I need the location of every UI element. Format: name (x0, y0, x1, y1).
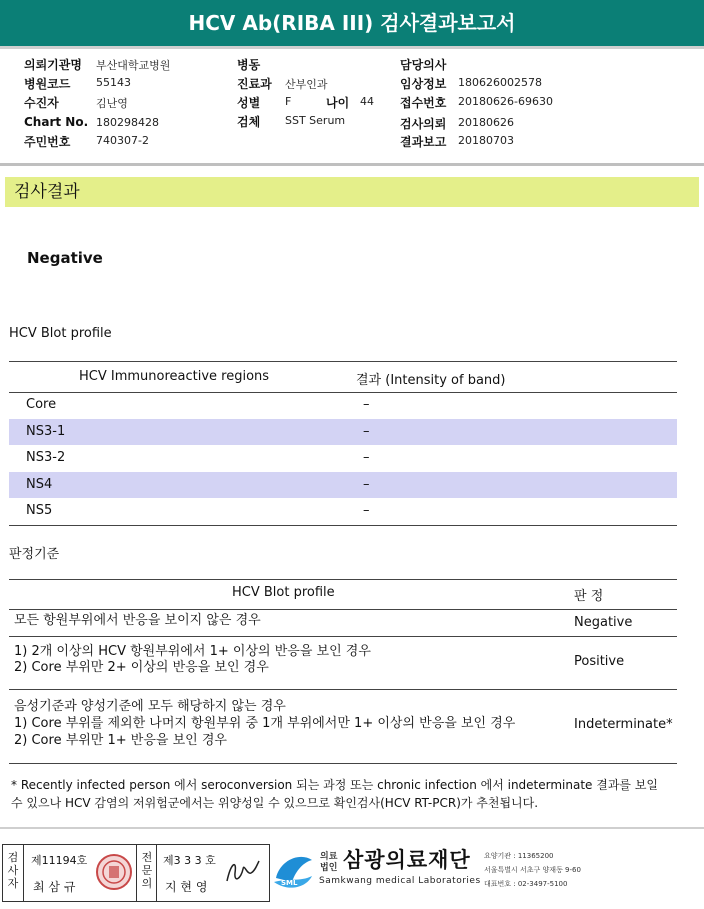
resident-label: 주민번호 (24, 135, 71, 149)
logo-prefix: 의료 (320, 852, 338, 862)
region-result: – (363, 397, 370, 412)
doctor-label: 담당의사 (400, 58, 447, 72)
sex-value: F (285, 95, 292, 108)
criteria-text: 1) Core 부위를 제외한 나머지 항원부위 중 1개 부위에서만 1+ 이상의 반응을 보인 경우 (14, 716, 516, 731)
lab-info-line: 요양기관 : 11365200 (484, 852, 554, 860)
resident-value: 740307-2 (96, 134, 149, 147)
logo-name: 삼광의료재단 (343, 848, 471, 872)
criteria-judgement: Positive (574, 654, 625, 669)
clinical-info-value: 180626002578 (458, 76, 542, 89)
col-header-region: HCV Immunoreactive regions (79, 369, 270, 384)
signature-box-divider (156, 845, 157, 901)
dept-value: 산부인과 (285, 78, 328, 91)
specialist-license: 제3 3 3 호 (163, 854, 216, 867)
patient-value: 김난영 (96, 97, 128, 110)
region-name: NS3-1 (26, 424, 66, 439)
section-header-bar (5, 177, 699, 207)
criteria-top-rule (9, 579, 677, 580)
criteria-row-rule (9, 636, 677, 637)
criteria-judgement: Negative (574, 615, 633, 630)
criteria-col-judgement: 판 정 (574, 589, 604, 604)
signature-box-divider (23, 845, 24, 901)
chart-label: Chart No. (24, 115, 89, 129)
institution-label: 의뢰기관명 (24, 58, 82, 72)
region-result: – (363, 477, 370, 492)
region-result: – (363, 450, 370, 465)
lab-info-line: 대표번호 : 02-3497-5100 (484, 880, 568, 888)
footer-divider (0, 827, 704, 829)
blot-profile-title: HCV Blot profile (9, 326, 112, 341)
criteria-header-rule (9, 609, 677, 610)
section-title: 검사결과 (14, 182, 80, 202)
signature-box (2, 844, 270, 902)
region-name: NS4 (26, 477, 53, 492)
specialist-signature-icon (221, 853, 263, 891)
info-divider (0, 163, 704, 166)
footnote (11, 776, 681, 812)
hospital-code-label: 병원코드 (24, 77, 71, 91)
criteria-col-profile: HCV Blot profile (232, 585, 335, 600)
criteria-text: 모든 항원부위에서 반응을 보이지 않은 경우 (14, 613, 261, 628)
ward-label: 병동 (237, 58, 261, 72)
specialist-vertical-label: 전 문 의 (141, 851, 153, 890)
region-result: – (363, 503, 370, 518)
footnote-line: * Recently infected person 에서 seroconversion 되는 과정 또는 chronic infection 에서 indeterminate 결과를 보일 (11, 778, 659, 792)
table-row (9, 419, 677, 445)
patient-label: 수진자 (24, 96, 59, 110)
criteria-bottom-rule (9, 763, 677, 764)
examiner-seal-icon (95, 853, 133, 891)
table-row (9, 498, 677, 524)
table-row (9, 445, 677, 471)
specimen-value: SST Serum (285, 114, 346, 127)
criteria-title: 판정기준 (9, 547, 60, 562)
examiner-license: 제11194호 (31, 854, 88, 867)
footnote-line: 수 있으나 HCV 감염의 저위험군에서는 위양성일 수 있으므로 확인검사(HCV RT-PCR)가 추천됩니다. (11, 796, 539, 810)
sml-logo-icon (270, 848, 316, 894)
lab-info-line: 서울특별시 서초구 양재동 9-60 (484, 866, 581, 874)
table-top-rule (9, 361, 677, 362)
dept-label: 진료과 (237, 77, 272, 91)
table-row (9, 392, 677, 418)
examiner-name: 최 삼 규 (33, 880, 76, 894)
region-name: NS3-2 (26, 450, 66, 465)
region-name: NS5 (26, 503, 53, 518)
age-value: 44 (360, 95, 374, 108)
criteria-judgement: Indeterminate* (574, 717, 673, 732)
report-date-label: 결과보고 (400, 135, 447, 149)
receipt-label: 접수번호 (400, 96, 447, 110)
region-result: – (363, 424, 370, 439)
receipt-value: 20180626-69630 (458, 95, 553, 108)
institution-value: 부산대학교병원 (96, 59, 171, 72)
report-date-value: 20180703 (458, 134, 514, 147)
region-name: Core (26, 397, 57, 412)
criteria-text: 2) Core 부위만 1+ 반응을 보인 경우 (14, 733, 227, 748)
clinical-info-label: 임상정보 (400, 77, 447, 91)
request-value: 20180626 (458, 116, 514, 129)
report-title: HCV Ab(RIBA III) 검사결과보고서 (188, 11, 516, 35)
specimen-label: 검체 (237, 115, 261, 129)
criteria-text: 2) Core 부위만 2+ 이상의 반응을 보인 경우 (14, 660, 269, 675)
table-row (9, 472, 677, 498)
chart-value: 180298428 (96, 116, 159, 129)
age-label: 나이 (326, 96, 350, 110)
signature-box-divider (136, 845, 137, 901)
examiner-vertical-label: 검 사 자 (7, 851, 19, 890)
col-header-result: 결과 (Intensity of band) (356, 373, 506, 388)
hospital-code-value: 55143 (96, 76, 131, 89)
sex-label: 성별 (237, 96, 261, 110)
criteria-text: 1) 2개 이상의 HCV 항원부위에서 1+ 이상의 반응을 보인 경우 (14, 644, 371, 659)
logo-english: Samkwang medical Laboratories (319, 876, 481, 886)
sml-badge-text: SML (281, 879, 298, 887)
criteria-text: 음성기준과 양성기준에 모두 해당하지 않는 경우 (14, 699, 286, 714)
specialist-name: 지 현 영 (165, 880, 208, 894)
logo-prefix: 법인 (320, 863, 338, 873)
criteria-row-rule (9, 689, 677, 690)
table-bottom-rule (9, 525, 677, 526)
request-label: 검사의뢰 (400, 117, 447, 131)
header-divider (0, 46, 704, 49)
test-result: Negative (27, 249, 103, 267)
